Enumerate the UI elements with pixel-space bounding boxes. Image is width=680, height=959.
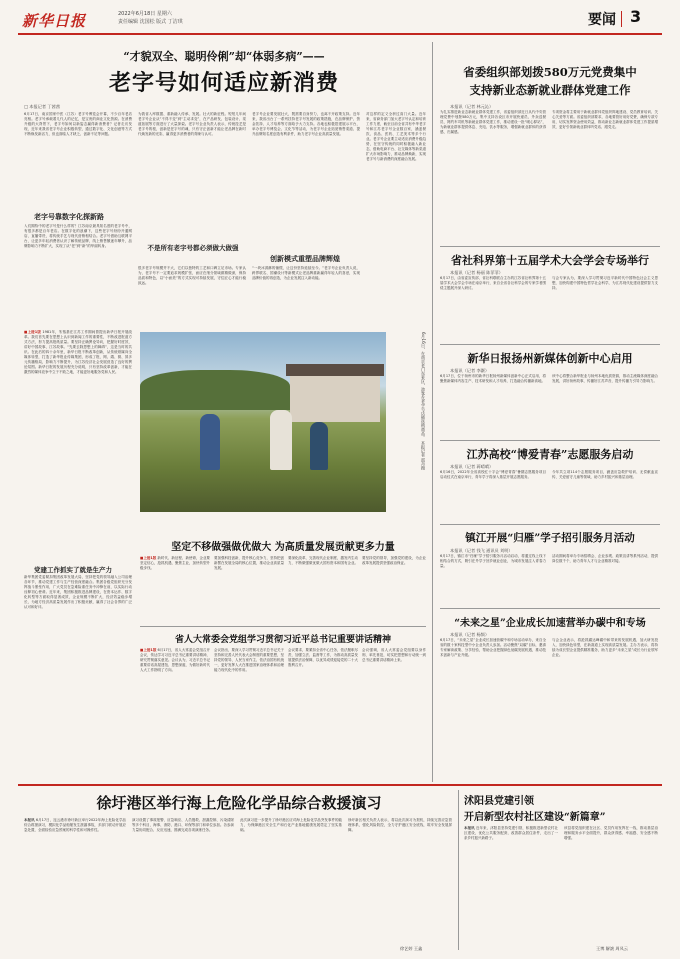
masthead-logo: 新华日报 [22, 12, 87, 30]
bottom-left-body-b: 演习设置了事故报警、应急响应、人员搜救、泄漏控制、污染清除等多个科目，海事、消防、港口、环保等部门和单位参加。各参演力量协同配合、反应迅速，圆满完成各项演练任务。 [132, 818, 234, 832]
bottom-left-body-a: 本报讯 6月17日，连云港市徐圩新区举行2022年海上危险化学品综合救援演习，模拟化学品船舶发生泄漏事故，多部门联动开展应急处置，全面检验应急预案的科学性和可操作性。 [24, 818, 126, 832]
section-divider [621, 11, 622, 27]
bottom-right-title2: 开启新型农村社区建设“新篇章” [464, 812, 606, 823]
masthead-editor: 责任编辑 沈国松 版式 丁洁琪 [118, 19, 183, 25]
zhen-story-title: 镇江开展“归雁”学子招引服务月活动 [465, 532, 635, 544]
future-story-body-a: 6月17日，“未来之星”企业成长加速营碳中和专场活动举办，来自全省的数十家科技型中小企业负责人参加。活动聚焦“双碳”目标，邀请专家解读政策、分享经验，帮助企业把握绿色低碳发展机遇，推动技术创新与产业升级。 [440, 638, 546, 657]
bottom-left-byline: 本报讯 [24, 818, 35, 822]
zhen-story-byline: 本报讯（记者 钱飞 通讯员 刘明） [450, 548, 513, 553]
gov-story-body-a: 为扎实推进新业态新就业群体党建工作，省委组织部近日从代中央管理党费中划拨580万元，集中支持各设区市开展快递员、外卖送餐员、网约车司机等新就业群体党建工作，推动建设一批“暖心驿站”，为新就业群体提供休息、充电、饮水等服务，增强新就业群体的获得感、归属感。 [440, 110, 546, 134]
future-story-body-b: 与会企业表示，将抢抓碳达峰碳中和带来的发展机遇，加大研发投入，加快绿色转型，在新赛道上实现高质量发展。主办方表示，将持续为成长型企业提供精准服务，助力更多“未来之星”成长为行业领军企业。 [552, 638, 658, 657]
masthead-date: 2022年6月18日 星期六 [118, 11, 172, 17]
mid2-marker: ■上接1版 [140, 648, 157, 652]
divider-acad [440, 246, 660, 247]
media-story-title: 新华日报扬州新媒体创新中心启用 [467, 352, 633, 365]
left-col-marker: ■上接1版 [24, 330, 42, 334]
left-col-subhead: 党建工作抓实了就是生产力 [34, 566, 112, 574]
gov-story-title: 省委组织部划拨580万元党费集中 [463, 65, 637, 79]
lead-title: 老字号如何适应新消费 [108, 70, 339, 96]
acad-story-title: 省社科界第十五届学术大会学会专场举行 [451, 254, 649, 267]
bottom-left-signoff: 徐艺婷 王鑫 [400, 946, 423, 951]
bottom-rule [18, 784, 662, 786]
lead-subhead-3: 创新模式重塑品牌辉煌 [270, 255, 340, 263]
zhen-story-body-a: 6月17日，镇江市“归雁”学子招引服务月活动启动，将通过线上线下相结合的方式，吸引在外学子回乡就业创业，为城市发展注入青春力量。 [440, 554, 546, 568]
bottom-divider [458, 790, 459, 950]
lead-body-col3: 老字号企业要发展壮大，既需要自身努力，也离不开政策支持。近年来，我省出台了一系列扶持老字号发展的政策措施，在品牌保护、资金扶持、人才培养等方面给予大力支持。各地也积极搭建展示平台，举办老字号博览会、文化节等活动，为老字号企业拓宽销售渠道、提升品牌知名度创造有利条件，助力老字号企业高质量发展。 [252, 112, 360, 136]
acad-story-body-a: 6月17日，由省委宣传部、省社科联联合主办的江苏省社科界第十五届学术大会学会专场在南京举行，来自全省各社科学会的专家学者围绕主题展开深入研讨。 [440, 276, 546, 290]
lead-body-col2b: 很多老字号规模并不大，它们以独特的工艺和口碑立足市场。专家认为，老字号不一定要追求规模扩张，而应在细分领域做精做深，保持品质和特色，以“小而美”的方式实现可持续发展，守住匠心才能行稳致远。 [138, 266, 246, 285]
lead-body-col1b: 入们期待中的老字号是什么样的？江苏南京最具知名度的老字号中，有很多都是百年老店。在数字化的浪潮下，这些老字号纷纷开通网店、直播带货，将传统手艺与现代营销相结合。老字号借助互联网平台，让更多年轻消费者认识了解传统品牌，线上销售额逐年攀升，品牌影响力不断扩大，实现了从“老”到“新”的华丽转身。 [24, 224, 132, 248]
column-divider [432, 42, 433, 782]
photo-roof [286, 364, 384, 376]
mid-story-2-body-a: ■上接1版 6月17日，省人大常委会党组召开会议，传达学习习近平总书记重要讲话精神，研究贯彻落实意见。会议认为，习近平总书记重要讲话高屋建瓴、思想深邃，为做好新时代人大工作指明了方向。 [140, 648, 210, 672]
page-number: 3 [630, 7, 642, 26]
future-story-title: “未来之星”企业成长加速营举办碳中和专场 [454, 618, 646, 629]
photo-person-2 [270, 410, 292, 470]
masthead [0, 0, 680, 40]
lead-body-col3b: “一块冰淇淋的憧憬，让这份坚持延续至今。”老字号企业负责人说，跨界联名、国潮设计等新模式让老品牌重新赢得年轻人的喜爱，实现品牌价值的再创造，为企业发展注入新动能。 [252, 266, 360, 280]
lead-body-col2: 为我省入库数据、重新融入传承、发展。壮大的新征程。短短几年间老字号企业从“不得不变”到“主动求变”，在产品研发、包装设计、渠道拓展等方面进行了大量探索。老字号企业负责人表示，传统技艺是老字号的根，创新是老字号的魂，只有守正创新才能让老品牌在新时代焕发新的光彩，赢得更多消费者的青睐与认可。 [138, 112, 246, 136]
mid-story-1-body-b: 要加强科技创新，提升核心竞争力，坚持把创新摆在发展全局的核心位置，推动企业高质量发展。 [214, 556, 284, 570]
media-story-body-a: 6月17日，位于扬州市的新华日报扬州新媒体创新中心正式启用，将聚焦新媒体内容生产、技术研发和人才培养，打造融合传播新高地。 [440, 374, 546, 383]
future-story-byline: 本报讯（记者 杨频） [450, 632, 490, 637]
mid-story-2-body-b: 会议指出，要深入学习贯彻习近平总书记关于坚持和完善人民代表大会制度的重要思想，坚持党的领导、人民当家作主、依法治国有机统一，更好发挥人大在推进国家治理体系和治理能力现代化中的作用。 [214, 648, 284, 672]
mid-story-2-body-d: 会议强调，省人大常委会党组要以身作则、率先垂范，切实把思想和行动统一到总书记重要讲话精神上来。 [362, 648, 426, 662]
lead-byline: □ 本报记者 丁茜茜 [24, 104, 60, 109]
mid-story-2-body-c: 会议要求，要紧扣全省中心任务，依法履职尽责，加强立法、监督等工作，为推动高质量发展提供法治保障，以优异成绩迎接党的二十大胜利召开。 [288, 648, 358, 667]
divider-media [440, 344, 660, 345]
bottom-right-title: 沭阳县党建引领 [464, 796, 534, 807]
lead-kicker: “才貌双全、聪明伶俐”却“体弱多病”—— [123, 50, 325, 63]
mid-story-2-title: 省人大常委会党组学习贯彻习近平总书记重要讲话精神 [174, 635, 391, 645]
photo-person-1 [200, 414, 220, 470]
lead-body-col4: 对这样的定义全析过高门大量。近年来，省商务部门加大老字号认定和培育工作力度，截至目前全省共有中华老字号和江苏老字号企业数百家，涵盖餐饮、食品、医药、工艺美术等多个行业。老字号企业要主动适应消费升级趋势，在坚守传统的同时积极融入新业态，借助电商平台、社交媒体等新渠道扩大市场影响力，推动品牌焕新，实现老字号与新消费的深度融合发展。 [366, 112, 426, 161]
photo-trees [140, 370, 290, 410]
bottom-right-body-a: 本报讯 近年来，沭阳县坚持党建引领，积极推进新型农村社区建设，优化公共服务配套，改善群众居住条件，走出了一条乡村振兴新路子。 [464, 826, 558, 840]
mid1-marker: ■上接1版 [140, 556, 157, 560]
masthead-rule [18, 33, 662, 35]
gov-story-byline: 本报讯（记者 林元沁） [450, 104, 494, 109]
bottom-left-body-d: 徐圩新区相关负责人表示，将以此次演习为契机，持续完善应急管理体系，强化风险防控，全力守护港区安全底线，筑牢安全发展屏障。 [348, 818, 452, 832]
left-column-text: ■上接1版 1981年，朱镕基在江苏工作期间曾提出新华日报开展改革。我们首先要在思想上认识到新闻工作的重要性，不断改进报道方式方法，努力提高报纸质量。要坚持正确舆论导向，把握好时度效，讲好中国故事、江苏故事。“先要去除思想上的障碍”，这是当时的共识。在此后的四十余年里，新华日报不断改革创新，从传统纸媒向全媒体转型，打造了新华报业传媒集团，形成了报、网、端、微、屏多元传播格局，影响力不断提升，为江苏经济社会发展营造了良好的舆论氛围。新华日报的发展历程充分说明，只有坚持改革创新，才能在激烈的媒体竞争中立于不败之地，才能更好地服务党和人民。 [24, 330, 132, 374]
youth-story-body-a: 6月16日，2022年全省高校红十字会“博爱青春”暑期志愿服务项目启动仪式在南京举行，青年学子将深入基层开展志愿服务。 [440, 470, 546, 479]
divider-zhen [440, 524, 660, 525]
bottom-right-byline: 本报讯 [464, 826, 475, 830]
lead-body-col1: 6月17日，南京国家中医（江苏）老字号博览会开幕，不少百年老店亮相。老字号承载着几代人的记忆，是宝贵的商业文化资源。在消费升级的大背景下，老字号如何以新姿态赢得新消费者？记者走访发现，近年来我省老字号企业积极转型，通过数字化、文化创意等方式不断焕发新活力，但也面临人才缺乏、创新不足等问题。 [24, 112, 132, 136]
bottom-left-title: 徐圩港区举行海上危险化学品综合救援演习 [96, 794, 382, 812]
bottom-right-body-b: 该县将党组织建在社区、党员作用发挥在一线，推动基层治理和服务水平全面提升，群众获得感、幸福感、安全感不断增强。 [564, 826, 658, 840]
acad-story-byline: 本报讯（记者 杨丽 陈菲菲） [450, 270, 503, 275]
divider-future [440, 608, 660, 609]
bottom-left-body-c: 此次演习进一步提升了徐圩港区应对海上危险化学品突发事件的能力，为保障港区安全生产和石化产业基地健康发展奠定了坚实基础。 [240, 818, 342, 832]
photo-person-3 [310, 422, 328, 470]
media-story-byline: 本报讯（记者 李灏） [450, 368, 490, 373]
gov-story-title2: 支持新业态新就业群体党建工作 [469, 83, 631, 97]
lead-photo [140, 332, 386, 512]
left-column-text-2: 新华集团党委紧扣集团改革发展大局，坚持把党的领导融入公司治理各环节，推动党建工作与生产经营深度融合。集团各级党组织充分发挥战斗堡垒作用，广大党员在急难险重任务中冲锋在前，以实际行动诠释初心使命。近年来，集团积极推进品牌建设，在资本运作、数字化转型等方面取得显著成效，企业规模不断扩大，经济效益稳步增长，为地方经济高质量发展作出了积极贡献，赢得了社会各界的广泛认可和好评。 [24, 575, 132, 609]
media-story-body-b: 该中心将整合新华报业与扬州本地优质资源，推动主流媒体深度融合发展，讲好扬州故事，传播好江苏声音，提升传播力引导力影响力。 [552, 374, 658, 383]
lead-subhead-2: 不是所有老字号都必须做大做强 [147, 244, 239, 252]
lead-photo-caption: 6月16日，在南京老门东景区，游客在老字号店铺选购商品。 本报记者 邵丹摄 [421, 332, 426, 471]
lead-subhead-1: 老字号靠数字化探新路 [34, 213, 104, 221]
youth-story-title: 江苏高校“博爱青春”志愿服务启动 [466, 448, 634, 461]
youth-story-byline: 本报讯（记者 蒋晴晴） [450, 464, 494, 469]
acad-story-body-b: 与会专家认为，要深入学习贯彻习近平新时代中国特色社会主义思想，加快构建中国特色哲学社会科学，为江苏现代化建设提供智力支持。 [552, 276, 658, 290]
youth-story-body-b: 今年共立项114个志愿服务项目，涵盖应急救护培训、无偿献血宣传、关爱留守儿童等领域，助力乡村振兴和基层治理。 [552, 470, 658, 479]
mid-story-1-body-d: 要坚持党的领导，加强党的建设，为企业改革发展提供坚强政治保证。 [362, 556, 426, 565]
mid-story-1-title: 坚定不移做强做优做大 为高质量发展贡献更多力量 [171, 542, 395, 553]
section-name: 要闻 [588, 12, 616, 28]
divider-youth [440, 440, 660, 441]
bottom-right-signoff: 王博 解滚 周凤云 [596, 946, 628, 951]
gov-story-body-b: 专项资金将主要用于新就业群体党组织阵地建设、党员教育培训、关心关爱等方面。省委组织部要求，各地要管好用好党费，确保专款专用，切实发挥资金使用效益，推动新业态新就业群体党建工作提质增效，更好引领新就业群体听党话、跟党走。 [552, 110, 658, 129]
zhen-story-body-b: 活动期间将举办专场招聘会、企业参观、政策宣讲等系列活动，提供岗位数千个，助力青年人才与企业精准对接。 [552, 554, 658, 563]
mid-story-1-body-a: ■上接1版 新时代、新征程、新使命，企业要坚定信心，抢抓机遇，聚焦主业，加快转型升级步伐。 [140, 556, 210, 570]
mid-divider [140, 626, 426, 627]
mid-story-1-body-c: 要深化改革，完善现代企业制度，激发内生动力，不断做强做优做大国有资本和国有企业。 [288, 556, 358, 565]
photo-house [290, 372, 380, 422]
